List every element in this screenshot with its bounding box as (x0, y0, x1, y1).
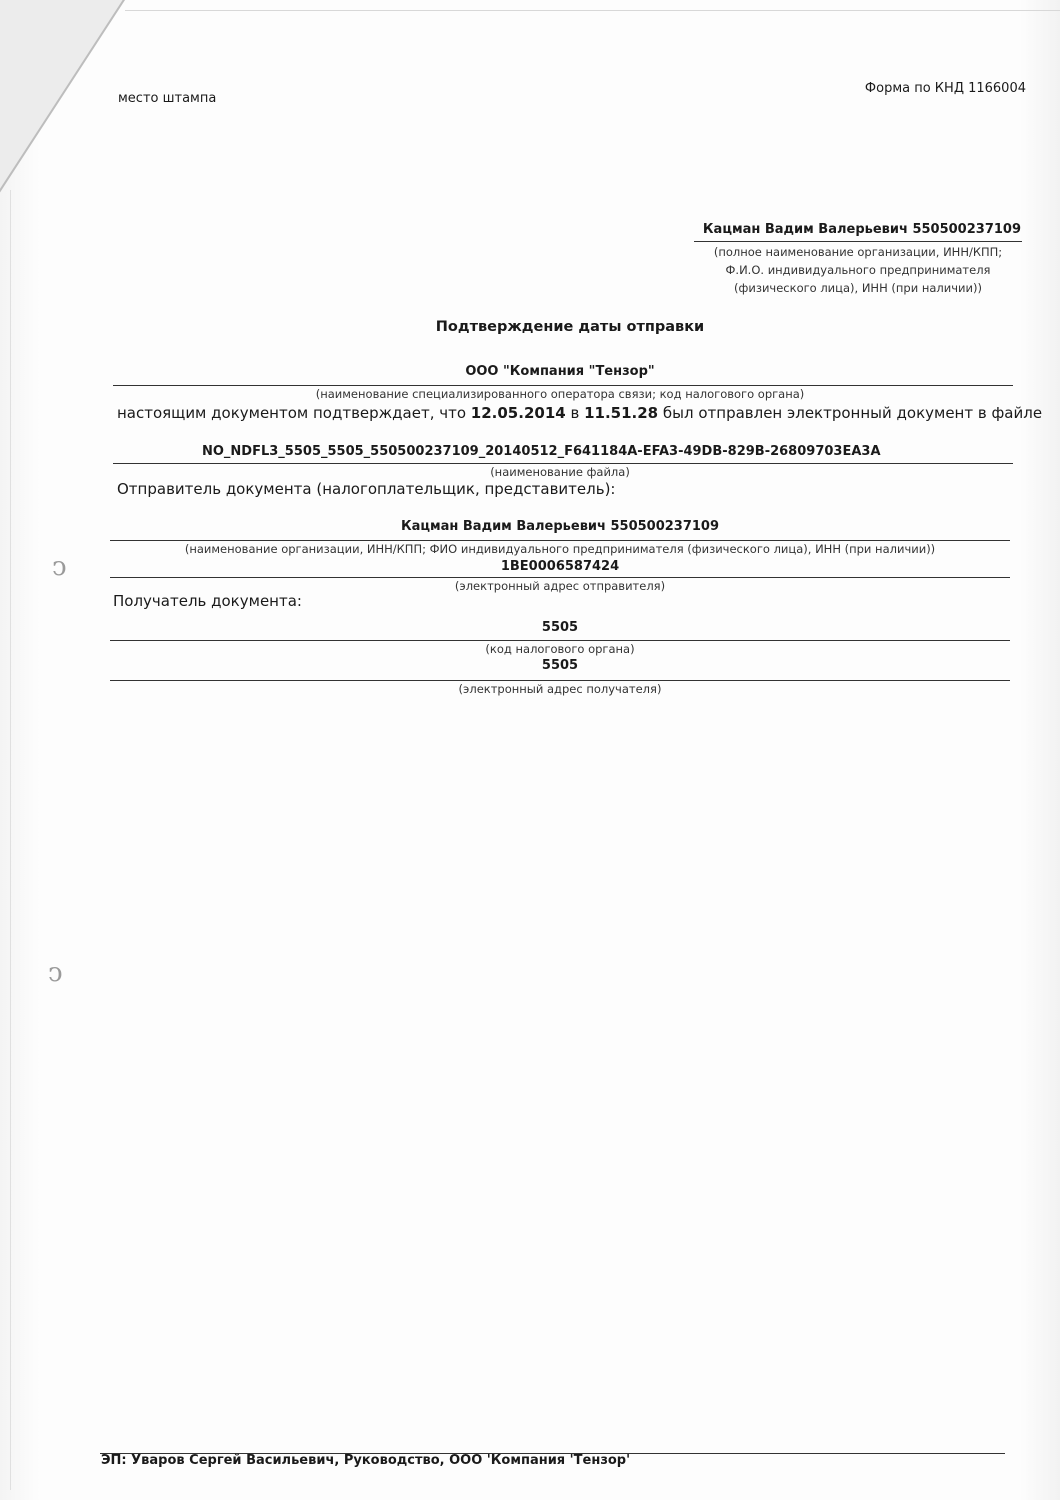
confirmation-middle: в (565, 404, 585, 422)
taxpayer-caption-2: Ф.И.О. индивидуального предпринимателя (725, 263, 991, 277)
signature-text: ЭП: Уваров Сергей Васильевич, Руководство, ООО 'Компания 'Тензор' (101, 1453, 631, 1468)
taxpayer-caption-1: (полное наименование организации, ИНН/КПП; (713, 245, 1003, 259)
sender-heading: Отправитель документа (налогоплательщик, представитель): (117, 480, 616, 498)
taxpayer-underline (694, 241, 1022, 242)
sender-name: Кацман Вадим Валерьевич 550500237109 (400, 519, 720, 534)
recipient-heading: Получатель документа: (113, 592, 302, 610)
sender-name-caption: (наименование организации, ИНН/КПП; ФИО индивидуального предпринимателя (физического лица), ИНН (при наличии)) (184, 542, 936, 556)
sender-address: 1ВЕ0006587424 (500, 559, 620, 574)
file-name: NO_NDFL3_5505_5505_550500237109_20140512_F641184A-EFA3-49DB-829B-26809703EA3A (202, 444, 881, 459)
recipient-address: 5505 (541, 658, 579, 673)
recipient-tax-code: 5505 (541, 620, 579, 635)
recipient-address-underline (110, 680, 1010, 681)
recipient-tax-code-underline (110, 640, 1010, 641)
operator-name: ООО "Компания "Тензор" (465, 364, 655, 379)
operator-caption: (наименование специализированного оператора связи; код налогового органа) (315, 387, 805, 401)
file-caption: (наименование файла) (490, 465, 630, 479)
confirmation-sentence (117, 404, 1042, 422)
paper-top-edge (125, 10, 1060, 11)
operator-underline (113, 385, 1013, 386)
recipient-tax-code-caption: (код налогового органа) (485, 642, 635, 656)
taxpayer-name: Кацман Вадим Валерьевич 550500237109 (702, 222, 1021, 237)
paper-left-edge (10, 190, 11, 1490)
file-underline (113, 463, 1013, 464)
punch-hole-mark-1: ↄ (52, 552, 67, 582)
sender-name-underline (110, 540, 1010, 541)
stamp-place-label: место штампа (118, 91, 217, 106)
confirmation-date: 12.05.2014 (470, 404, 566, 422)
document-title: Подтверждение даты отправки (435, 319, 705, 335)
taxpayer-caption-3: (физического лица), ИНН (при наличии)) (734, 281, 982, 295)
form-code-label: Форма по КНД 1166004 (864, 81, 1026, 96)
sender-address-caption: (электронный адрес отправителя) (454, 579, 666, 593)
recipient-address-caption: (электронный адрес получателя) (458, 682, 662, 696)
punch-hole-mark-2: ↄ (48, 958, 63, 988)
sender-address-underline (110, 577, 1010, 578)
confirmation-time: 11.51.28 (584, 404, 659, 422)
confirmation-suffix: был отправлен электронный документ в файле (658, 404, 1043, 422)
confirmation-prefix: настоящим документом подтверждает, что (117, 404, 471, 422)
